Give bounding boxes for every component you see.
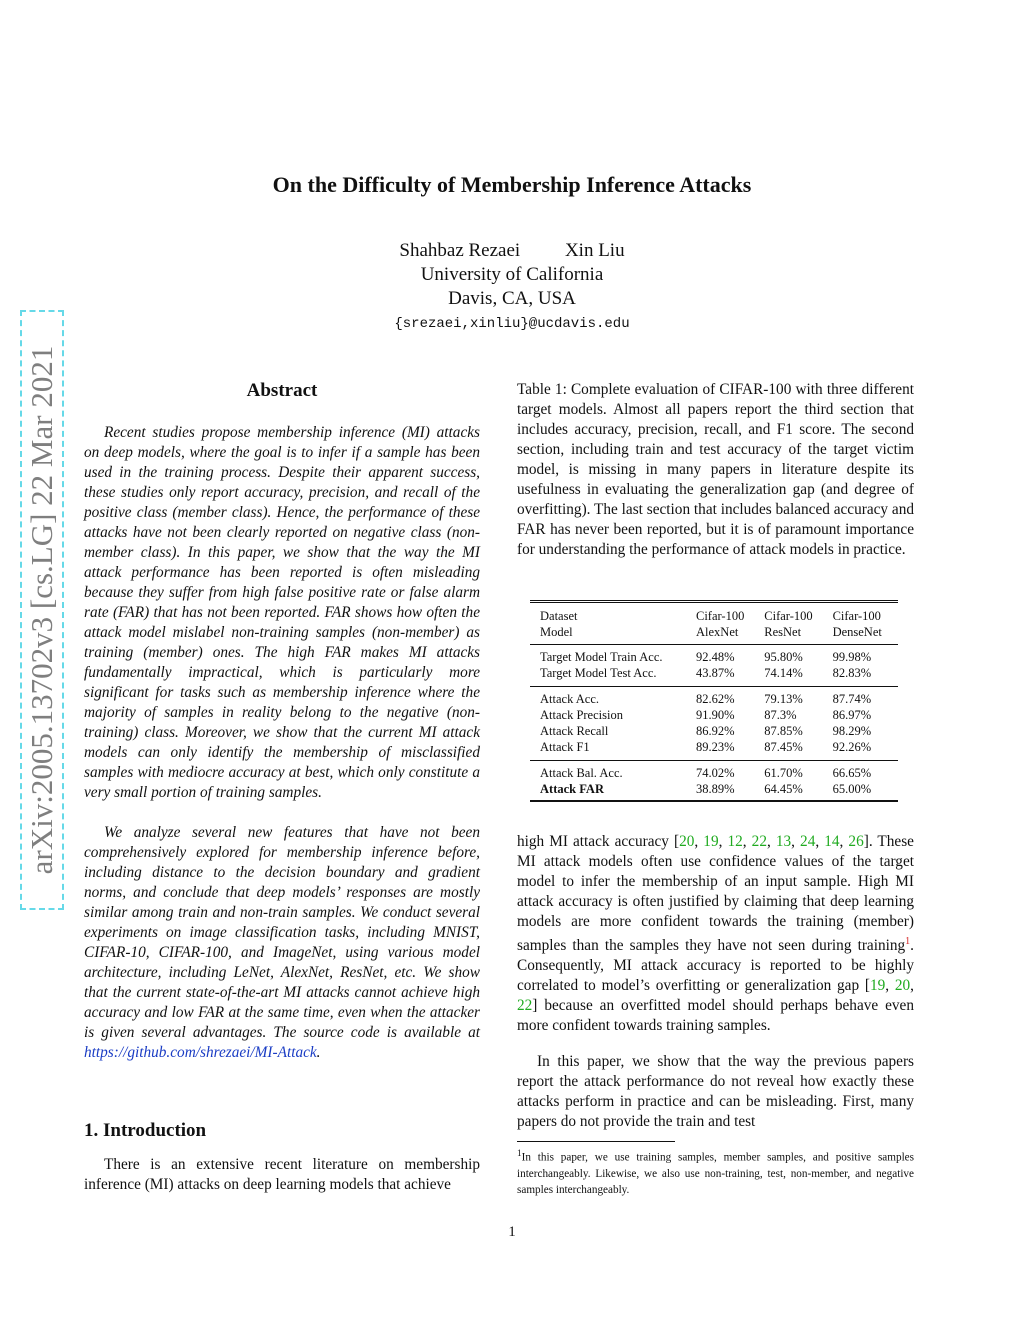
table-cell: Dataset [540,609,578,623]
table-cell: Model [540,625,573,639]
author-email: {srezaei,xinliu}@ucdavis.edu [394,316,630,332]
table-cell: Attack Recall [540,724,609,738]
abstract-paragraph-1: Recent studies propose membership inference (MI) attacks on deep models, where the goal is to infer if a sample has been used in the training process. Despite their apparent success, these studies only report accuracy, precision, and recall of the positive class (member class). Hence, the performance of these attacks have not been clearly reported on negative class (non-member class). In this paper, we show that the way the MI attack performance has been reported is often misleading because they suffer from high false positive rate or false alarm rate (FAR) that has not been reported. FAR shows how often the attack model mislabel non-training samples (non-member) as training (member) ones. The high FAR makes MI attacks fundamentally impractical, which is particularly more significant for tasks such as membership inference where the majority of samples in reality belong to the negative (non-training) class. Moreover, we show that the current MI attack models can only identify the membership of misclassified samples with mediocre accuracy at best, which only constitute a very small portion of training samples. [84,424,480,801]
body-text: ] because an overfitted model should perhaps behave even more confident towards training samples. [517,997,914,1035]
table-cell: 89.23% [696,740,735,754]
intro-paragraph-1: There is an extensive recent literature on membership inference (MI) attacks on deep learning models that achieve [84,1156,480,1193]
citation-link[interactable]: 20 [894,977,911,995]
arxiv-stamp [20,310,64,910]
table-cell: Cifar-100 [764,609,813,623]
citation-link[interactable]: 22 [517,997,533,1015]
table-cell: 92.26% [832,740,872,754]
footnote-divider [517,1141,675,1142]
table-cell: DenseNet [832,625,882,639]
table-row [530,665,898,687]
author-name: Shahbaz Rezaei [399,240,521,261]
table-cell: 61.70% [764,766,803,780]
table-cell: 74.02% [696,766,735,780]
table-row [530,707,898,723]
body-text: . Consequently, MI attack accuracy is reported to be highly correlated to model’s overfitting or generalization gap [ [517,937,914,995]
citation-link[interactable]: 13 [775,833,792,850]
citation-link[interactable]: 14 [824,833,840,850]
table-cell: 82.83% [832,666,872,680]
table-cell: 82.62% [696,692,735,706]
table-cell: 43.87% [696,666,735,680]
page-number: 1 [508,1224,516,1240]
table-cell: AlexNet [696,625,739,639]
table-cell: 87.45% [764,740,803,754]
table-row [530,761,898,782]
table-cell: 86.92% [696,724,735,738]
citation-link[interactable]: 26 [848,833,864,850]
results-table [530,600,898,802]
table-cell: 86.97% [832,708,872,722]
body-text: ]. These MI attack models often use confidence values of the target model to infer the membership of an input sample. High MI attack accuracy is often justified by claiming that deep learning models are more confident towards the training (member) samples than the samples they have not seen during training [517,833,914,955]
table-cell: Target Model Train Acc. [540,650,663,664]
table-header-row [530,624,898,645]
citation-link[interactable]: 20 [679,833,695,850]
table-cell: 64.45% [764,782,803,796]
table-cell: 98.29% [832,724,872,738]
table-cell: 92.48% [696,650,735,664]
citation-link[interactable]: 24 [800,833,816,850]
citation-link[interactable]: 19 [869,977,886,995]
table-cell: Attack Bal. Acc. [540,766,623,780]
table-cell: 95.80% [764,650,803,664]
table-header-row [530,602,898,625]
table-row [530,723,898,739]
footnote [517,1146,914,1198]
table-cell: 87.3% [764,708,797,722]
table-cell: 66.65% [832,766,872,780]
table-cell: ResNet [764,625,802,639]
table-cell: 38.89% [696,782,735,796]
table-row [530,781,898,801]
table-cell: Attack Acc. [540,692,600,706]
paper-title: On the Difficulty of Membership Inference Attacks [272,172,752,197]
footnote-text: In this paper, we use training samples, member samples, and positive samples interchangeably. Likewise, we also use non-training, test, non-member, and negative samples interchangeably. [517,1151,914,1196]
citation-link[interactable]: 19 [703,833,719,850]
table-cell: 65.00% [832,782,872,796]
table-cell: Attack F1 [540,740,590,754]
arxiv-stamp-text: arXiv:2005.13702v3 [cs.LG] 22 Mar 2021 [24,345,59,875]
abstract-paragraph-2-end: . [316,1044,321,1061]
body-paragraph-1: high MI attack accuracy [20, 19, 12, 22, 13, 24, 14, 26]. These MI attack models often use confidence values of the target model to infer the membership of an input sample. High MI attack accuracy is often justified by claiming that deep learning models are more confident towards the training (member) samples than the samples they have not seen during training$^1$. Consequently, MI attack accuracy is reported to be highly correlated to model’s overfitting or generalization gap [19, 20, 22] because an overfitted model should perhaps behave even more confident towards training samples. [517,833,914,1035]
table-cell: Attack FAR [540,782,604,796]
abstract-paragraph-2-text: We analyze several new features that have not been comprehensively explored for membership inference before, including distance to the decision boundary and gradient norms, and conclude that deep models’ responses are mostly similar among train and non-train samples. We conduct several experiments on image classification tasks, including MNIST, CIFAR-10, CIFAR-100, and ImageNet, using various model architecture, including LeNet, AlexNet, ResNet, etc. We show that the current state-of-the-art MI attacks cannot achieve high accuracy and low FAR at the same time, even when the attacker is given several advantages. The source code is available at [84,824,480,1041]
abstract-heading: Abstract [246,380,318,401]
body-text: high MI attack accuracy [ [517,833,680,850]
table-cell: Cifar-100 [696,609,745,623]
source-code-link[interactable]: https://github.com/shrezaei/MI-Attack [84,1044,317,1061]
table-cell: Target Model Test Acc. [540,666,657,680]
section-heading-introduction: 1. Introduction [84,1120,207,1141]
abstract-paragraph-2 [84,823,480,1063]
table-cell: 87.74% [832,692,872,706]
table-cell: 99.98% [832,650,872,664]
table-cell: 87.85% [764,724,803,738]
table-cell: Attack Precision [540,708,623,722]
footnote-marker-link[interactable]: 1 [905,936,911,947]
affiliation-university: University of California [420,264,604,285]
table-cell: 74.14% [764,666,803,680]
footnote-number: 1 [517,1149,522,1159]
table-caption: Table 1: Complete evaluation of CIFAR-100 with three different target models. Almost all papers report the third section that includes accuracy, precision, recall, and F1 score. The second section, including train and test accuracy of the target victim model, is missing in many papers in literature despite its usefulness in evaluating the generalization gap (and degree of overfitting). The last section that includes balanced accuracy and FAR has never been reported, but it is of paramount importance for understanding the performance of attack models in practice. [517,381,914,558]
table-row [530,739,898,761]
author-name: Xin Liu [564,240,625,261]
body-paragraph-2: In this paper, we show that the way the previous papers report the attack performance do not reveal how exactly these attacks perform in practice and can be misleading. First, many papers do not provide the train and test [517,1053,914,1130]
citation-link[interactable]: 22 [751,833,767,850]
table-row [530,687,898,708]
table-row [530,645,898,666]
author-list [0,240,1024,262]
affiliation-location: Davis, CA, USA [448,288,576,309]
citation-link[interactable]: 12 [727,833,743,850]
table-cell: 91.90% [696,708,735,722]
table-cell: Cifar-100 [832,609,881,623]
table-cell: 79.13% [764,692,803,706]
